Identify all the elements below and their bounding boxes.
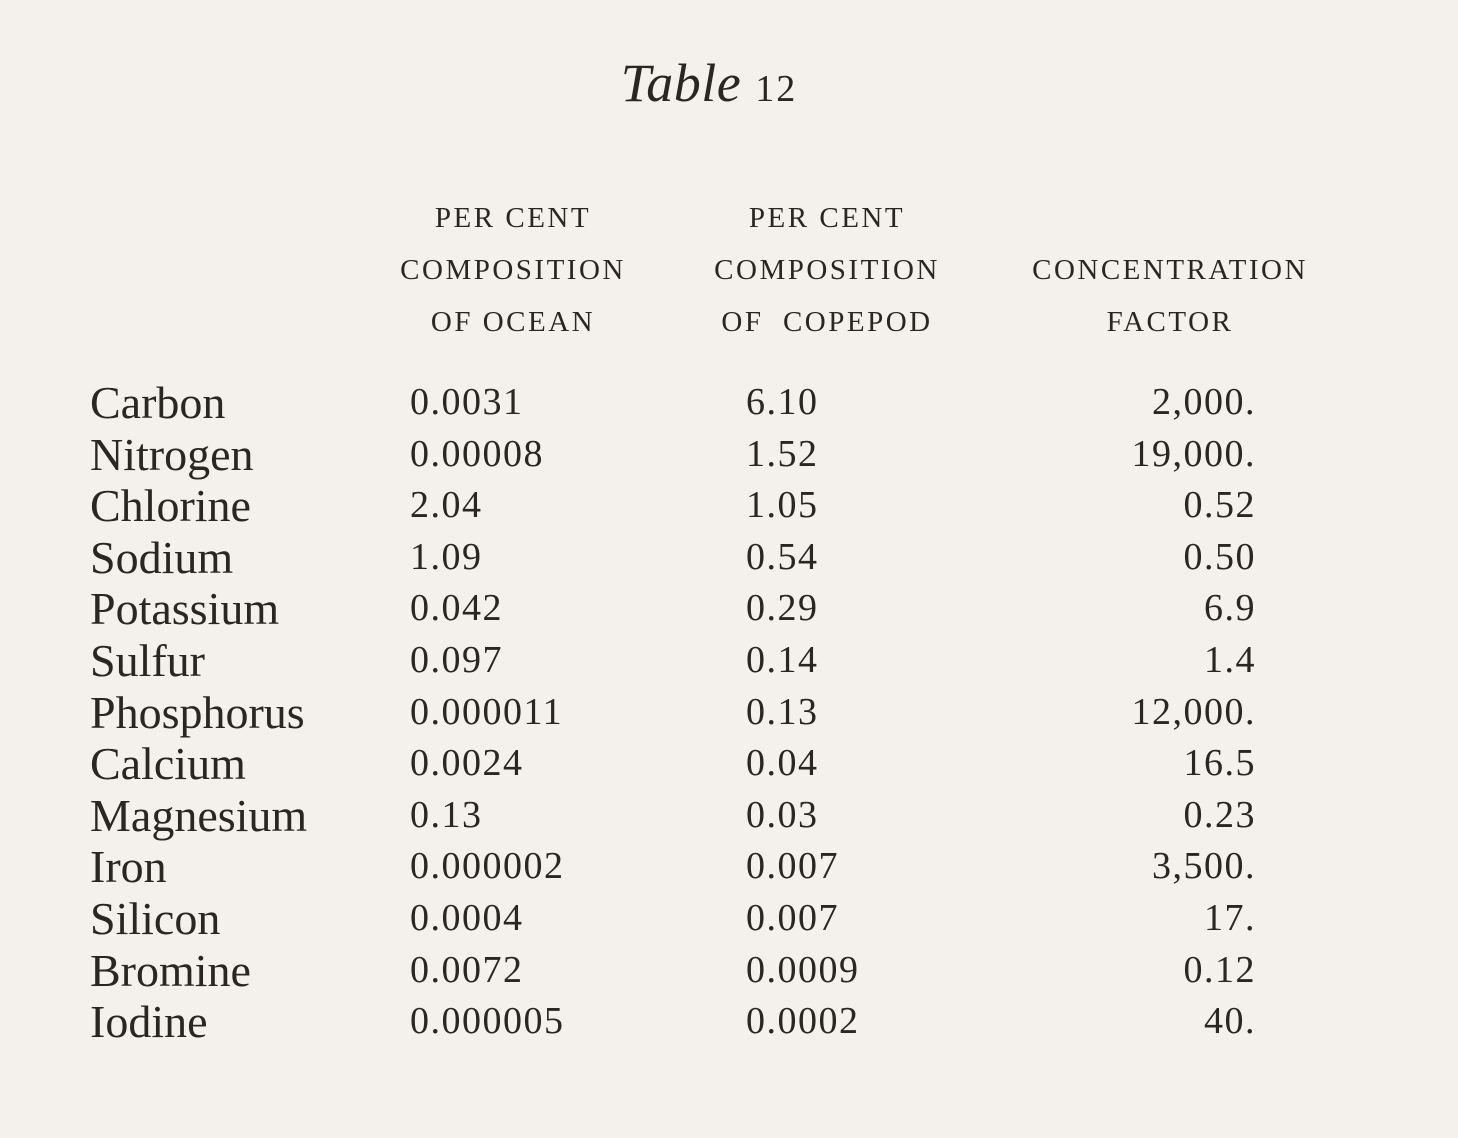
copepod-percent: 0.03: [746, 793, 819, 836]
table-row: [0, 996, 1458, 1048]
copepod-percent: 0.13: [746, 690, 819, 733]
element-name: Iron: [90, 841, 167, 893]
copepod-percent: 0.04: [746, 742, 819, 785]
column-header-ocean-line: PER CENT: [434, 202, 592, 234]
copepod-percent: 0.007: [746, 896, 839, 939]
ocean-percent: 0.097: [410, 638, 503, 681]
column-header-copepod-line: COMPOSITION: [714, 254, 940, 286]
concentration-factor: 0.52: [1183, 484, 1256, 527]
column-header-ocean: [368, 192, 658, 348]
ocean-percent: 0.0024: [410, 742, 524, 785]
column-header-copepod-line: PER CENT: [748, 202, 906, 234]
column-header-ocean-line: OF OCEAN: [430, 306, 596, 338]
copepod-percent: 0.0002: [746, 1000, 860, 1043]
copepod-percent: 0.007: [746, 845, 839, 888]
concentration-factor: 19,000.: [1131, 432, 1256, 475]
table-row: [0, 377, 1458, 429]
ocean-percent: 0.00008: [410, 432, 544, 475]
table-body: [0, 377, 1458, 1048]
element-name: Bromine: [90, 944, 251, 996]
table-row: [0, 532, 1458, 584]
column-header-ocean-line: COMPOSITION: [400, 254, 626, 286]
table-row: [0, 583, 1458, 635]
element-name: Silicon: [90, 892, 221, 944]
table-row: [0, 893, 1458, 945]
concentration-factor: 16.5: [1183, 742, 1256, 785]
concentration-factor: 6.9: [1204, 587, 1256, 630]
ocean-percent: 0.0072: [410, 948, 524, 991]
copepod-percent: 0.0009: [746, 948, 860, 991]
element-name: Calcium: [90, 738, 246, 790]
ocean-percent: 0.000011: [410, 690, 564, 733]
concentration-factor: 1.4: [1204, 638, 1256, 681]
concentration-factor: 0.12: [1183, 948, 1256, 991]
element-name: Phosphorus: [90, 686, 305, 738]
table-row: [0, 841, 1458, 893]
concentration-factor: 17.: [1204, 896, 1256, 939]
copepod-percent: 6.10: [746, 381, 819, 423]
table-row: [0, 738, 1458, 790]
concentration-factor: 2,000.: [1152, 381, 1256, 423]
copepod-percent: 0.29: [746, 587, 819, 630]
column-header-factor-line: FACTOR: [1106, 306, 1234, 338]
ocean-percent: 0.0004: [410, 896, 524, 939]
ocean-percent: 1.09: [410, 535, 483, 578]
ocean-percent: 0.000005: [410, 1000, 565, 1043]
copepod-percent: 0.14: [746, 638, 819, 681]
ocean-percent: 0.000002: [410, 845, 565, 888]
table-row: [0, 480, 1458, 532]
concentration-factor: 12,000.: [1131, 690, 1256, 733]
ocean-percent: 0.13: [410, 793, 483, 836]
column-header-copepod: [682, 192, 972, 348]
element-name: Potassium: [90, 583, 280, 635]
concentration-factor: 40.: [1204, 1000, 1256, 1043]
element-name: Sulfur: [90, 634, 205, 686]
concentration-factor: 0.50: [1183, 535, 1256, 578]
column-header-copepod-line: OF COPEPOD: [721, 306, 933, 338]
copepod-percent: 0.54: [746, 535, 819, 578]
column-header-factor: [1000, 244, 1340, 348]
element-name: Magnesium: [90, 789, 308, 841]
table-row: [0, 687, 1458, 739]
ocean-percent: 0.042: [410, 587, 503, 630]
column-header-factor-line: CONCENTRATION: [1032, 254, 1308, 286]
element-name: Chlorine: [90, 480, 251, 532]
table-title-word: Table: [620, 53, 742, 113]
element-name: Iodine: [90, 996, 208, 1048]
concentration-factor: 3,500.: [1152, 845, 1256, 888]
element-name: Sodium: [90, 531, 234, 583]
copepod-percent: 1.05: [746, 484, 819, 527]
table-row: [0, 790, 1458, 842]
concentration-factor: 0.23: [1183, 793, 1256, 836]
table-title-number: 12: [755, 68, 798, 110]
table-title: [0, 52, 1418, 114]
element-name: Carbon: [90, 377, 226, 428]
table-row: [0, 635, 1458, 687]
table-row: [0, 429, 1458, 481]
ocean-percent: 0.0031: [410, 381, 524, 423]
copepod-percent: 1.52: [746, 432, 819, 475]
ocean-percent: 2.04: [410, 484, 483, 527]
element-name: Nitrogen: [90, 428, 254, 480]
table-row: [0, 945, 1458, 997]
